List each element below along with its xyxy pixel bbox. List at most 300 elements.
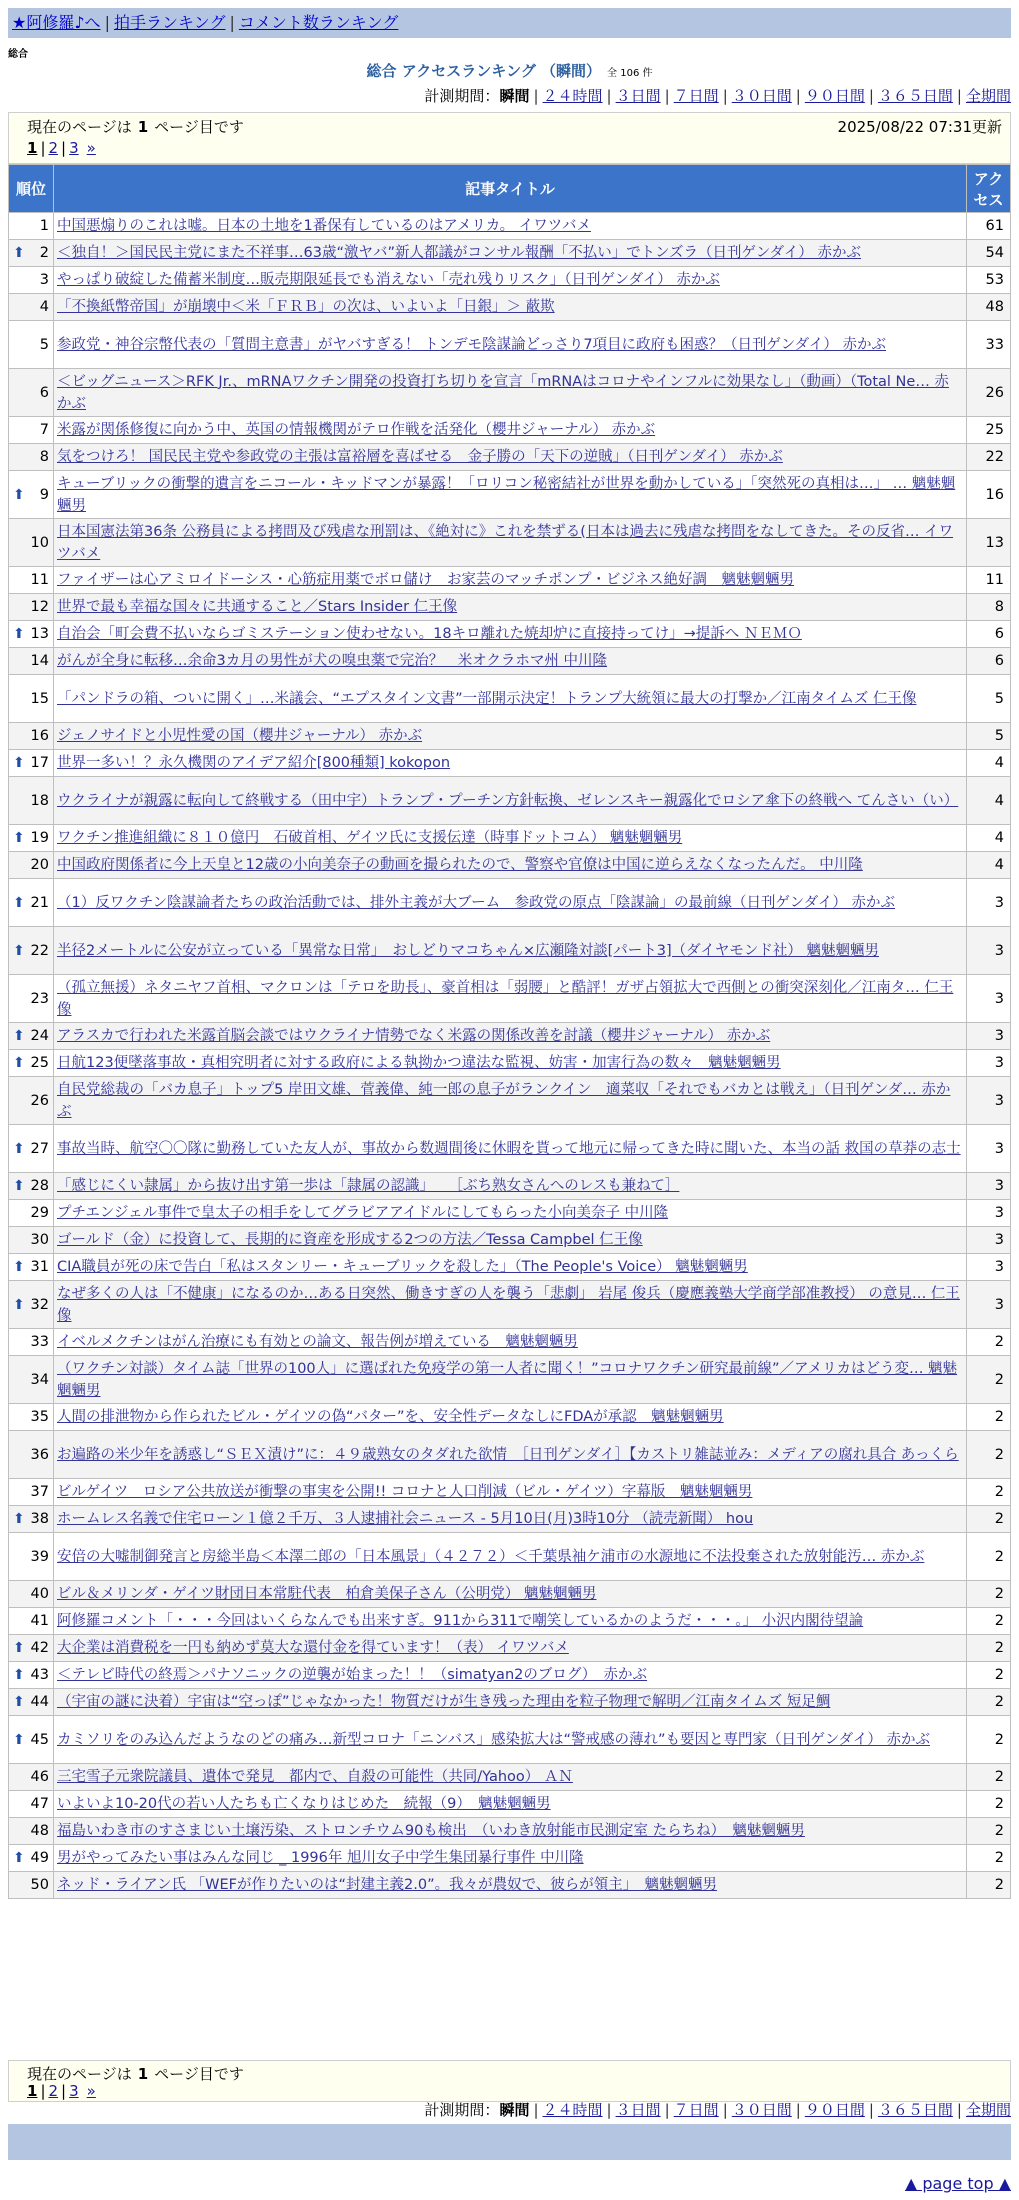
article-link[interactable]: （孤立無援）ネタニヤフ首相、マクロンは「テロを助長」、豪首相は「弱腰」と酷評！ガザ占領拡大で西側との衝突深刻化／江南タ… 仁王像 (57, 979, 954, 1018)
article-link[interactable]: ＜ビッグニュース＞RFK Jr.、mRNAワクチン開発の投資打ち切りを宣言「mRNAはコロナやインフルに効果なし」（動画）（Total Ne… 赤かぶ (57, 373, 949, 412)
rank-cell (9, 648, 54, 675)
rank-number: 37 (30, 1484, 49, 1500)
rank-number: 16 (30, 728, 49, 744)
rank-header: 順位 (9, 165, 54, 213)
article-link[interactable]: 米露が関係修復に向かう中、英国の情報機関がテロ作戦を活発化（櫻井ジャーナル） 赤かぶ (57, 422, 656, 438)
table-row (9, 825, 1011, 852)
access-count: 5 (967, 675, 1011, 723)
article-link[interactable]: がんが全身に転移…余命3カ月の男性が犬の嗅虫薬で完治？ 米オクラホマ州 中川隆 (57, 653, 608, 669)
title-cell (54, 1281, 967, 1329)
up-arrow-icon: ⬆ (13, 1511, 25, 1527)
period-top-option[interactable]: ２４時間 (542, 87, 603, 105)
article-link[interactable]: 阿修羅コメント「・・・今回はいくらなんでも出来すぎ。911から311で嘲笑しているかのようだ・・・。」 小沢内閣待望論 (57, 1613, 864, 1629)
rank-number: 26 (30, 1092, 49, 1109)
access-count: 2 (967, 1431, 1011, 1479)
access-count: 26 (967, 369, 1011, 417)
access-count: 2 (967, 1506, 1011, 1533)
title-cell (54, 648, 967, 675)
title-cell (54, 444, 967, 471)
table-row (9, 567, 1011, 594)
rank-cell (9, 879, 54, 927)
rank-cell (9, 594, 54, 621)
rank-number: 41 (30, 1613, 49, 1629)
article-link[interactable]: （ワクチン対談）タイム誌「世界の100人」に選ばれた免疫学の第一人者に聞く！”コロナワクチン研究最前線”／アメリカはどう変… 魑魅魍魎男 (57, 1360, 958, 1399)
page-top-link[interactable]: ▲ page top ▲ (904, 2174, 1011, 2193)
period-bottom-label: 計測期間： (424, 2101, 500, 2119)
title-cell (54, 1689, 967, 1716)
access-count: 2 (967, 1872, 1011, 1899)
article-link[interactable]: 福島いわき市のすさまじい土壌汚染、ストロンチウム90も検出 （いわき放射能市民測定室 たらちね） 魑魅魍魎男 (57, 1823, 805, 1839)
access-count: 2 (967, 1662, 1011, 1689)
pager-bottom-page-link[interactable]: 3 (69, 2082, 79, 2100)
table-row (9, 852, 1011, 879)
separator: | (956, 87, 962, 105)
table-row (9, 369, 1011, 417)
rank-cell (9, 1689, 54, 1716)
access-count: 6 (967, 648, 1011, 675)
table-row (9, 675, 1011, 723)
rank-cell (9, 471, 54, 519)
rank-number: 21 (30, 894, 49, 911)
article-link[interactable]: キューブリックの衝撃的遺言をニコール・キッドマンが暴露！「ロリコン秘密結社が世界を動かしている」「突然死の真相は…」 … 魑魅魍魎男 (57, 475, 956, 514)
article-link[interactable]: 世界一多い！？永久機関のアイデア紹介[800種類] kokopon (57, 755, 451, 771)
pager-top-page-link[interactable]: 3 (69, 139, 79, 157)
article-link[interactable]: （宇宙の謎に決着）宇宙は“空っぽ”じゃなかった！物質だけが生き残った理由を粒子物理で解明／江南タイムズ 短足鯛 (57, 1694, 831, 1710)
article-link[interactable]: イベルメクチンはがん治療にも有効との論文、報告例が増えている 魑魅魍魎男 (57, 1334, 578, 1350)
article-link[interactable]: 日本国憲法第36条 公務員による拷問及び残虐な刑罰は、《絶対に》これを禁ずる(日本は過去に残虐な拷問をなしてきた。その反省… イワツバメ (57, 523, 954, 562)
table-row (9, 1077, 1011, 1125)
table-row (9, 240, 1011, 267)
rank-number: 14 (30, 653, 49, 669)
rank-number: 30 (30, 1232, 49, 1248)
ranking-table (8, 164, 1011, 1899)
pager-top-page-link[interactable]: 2 (48, 139, 59, 157)
rank-cell (9, 1764, 54, 1791)
title-cell (54, 1716, 967, 1764)
period-bottom-option[interactable]: ３０日間 (731, 2101, 792, 2119)
up-arrow-icon: ⬆ (13, 245, 25, 261)
access-count: 2 (967, 1716, 1011, 1764)
table-row (9, 1818, 1011, 1845)
rank-cell (9, 1581, 54, 1608)
rank-number: 50 (30, 1877, 49, 1893)
table-row (9, 213, 1011, 240)
title-cell (54, 777, 967, 825)
access-count: 3 (967, 1125, 1011, 1173)
rank-number: 2 (39, 245, 49, 261)
table-row (9, 723, 1011, 750)
table-row (9, 1281, 1011, 1329)
table-row (9, 1716, 1011, 1764)
rank-number: 17 (30, 755, 49, 771)
rank-number: 1 (39, 218, 49, 234)
rank-cell (9, 213, 54, 240)
access-count: 33 (967, 321, 1011, 369)
home-link[interactable]: ★阿修羅♪へ (12, 13, 101, 32)
access-count: 3 (967, 1254, 1011, 1281)
table-row (9, 1023, 1011, 1050)
article-link[interactable]: 「感じにくい隷属」から抜け出す第一歩は「隷属の認識」 ［ぶち熟女さんへのレスも兼ねて］ (57, 1178, 680, 1194)
access-count: 53 (967, 267, 1011, 294)
article-link[interactable]: 中国悪煽りのこれは嘘。日本の土地を1番保有しているのはアメリカ。 イワツバメ (57, 218, 591, 234)
access-count: 3 (967, 1227, 1011, 1254)
title-cell (54, 1506, 967, 1533)
access-count: 3 (967, 1200, 1011, 1227)
separator: | (795, 2101, 801, 2119)
up-arrow-icon: ⬆ (13, 755, 25, 771)
article-link[interactable]: プチエンジェル事件で皇太子の相手をしてグラビアアイドルにしてもらった小向美奈子 中川隆 (57, 1205, 669, 1221)
article-link[interactable]: いよいよ10-20代の若い人たちも亡くなりはじめた 続報（9） 魑魅魍魎男 (57, 1796, 551, 1812)
title-cell (54, 852, 967, 879)
table-row (9, 621, 1011, 648)
rank-number: 46 (30, 1769, 49, 1785)
article-link[interactable]: 人間の排泄物から作られたビル・ゲイツの偽“バター”を、安全性データなしにFDAが承認 魑魅魍魎男 (57, 1409, 724, 1425)
article-link[interactable]: 自民党総裁の「バカ息子」トップ5 岸田文雄、菅義偉、純一郎の息子がランクイン 適菜収「それでもバカとは戦え」（日刊ゲンダ… 赤かぶ (57, 1081, 951, 1120)
period-bottom-current: 瞬間 (499, 2101, 530, 2119)
table-row (9, 1764, 1011, 1791)
rank-number: 18 (30, 792, 49, 809)
article-link[interactable]: ホームレス名義で住宅ローン１億２千万、３人逮捕社会ニュース - 5月10日(月)3時10分 （読売新聞） hou (57, 1511, 754, 1527)
title-cell (54, 294, 967, 321)
rank-cell (9, 369, 54, 417)
pager-top (8, 112, 1011, 164)
article-link[interactable]: 参政党・神谷宗幣代表の「質問主意書」がヤバすぎる！ トンデモ陰謀論どっさり7項目に政府も困惑？（日刊ゲンダイ） 赤かぶ (57, 336, 886, 353)
table-row (9, 594, 1011, 621)
access-count: 3 (967, 879, 1011, 927)
period-bottom-option[interactable]: ２４時間 (542, 2101, 603, 2119)
rank-cell (9, 1200, 54, 1227)
table-row (9, 1845, 1011, 1872)
access-count: 3 (967, 1281, 1011, 1329)
rank-cell (9, 1506, 54, 1533)
title-cell (54, 1077, 967, 1125)
rank-cell (9, 1872, 54, 1899)
rank-number: 33 (30, 1334, 49, 1350)
bottom-bar (8, 2124, 1011, 2160)
rank-number: 15 (30, 690, 49, 707)
access-count: 4 (967, 750, 1011, 777)
rank-number: 29 (30, 1205, 49, 1221)
rank-cell (9, 1608, 54, 1635)
rank-cell (9, 852, 54, 879)
period-top-option[interactable]: ３０日間 (731, 87, 792, 105)
access-count: 8 (967, 594, 1011, 621)
title-cell (54, 675, 967, 723)
rank-cell (9, 825, 54, 852)
article-link[interactable]: ＜独自！＞国民民主党にまた不祥事…63歳“激ヤバ”新人都議がコンサル報酬「不払い」でトンズラ（日刊ゲンダイ） 赤かぶ (57, 245, 861, 261)
updated-timestamp: 2025/08/22 07:31更新 (837, 118, 1002, 136)
ranking-table-body (9, 213, 1011, 1899)
rank-cell (9, 1791, 54, 1818)
separator: | (61, 139, 67, 157)
period-bottom-option[interactable]: ７日間 (673, 2101, 719, 2119)
clap-ranking-link[interactable]: 拍手ランキング (113, 13, 226, 32)
table-row (9, 975, 1011, 1023)
pager-top-text-after: ページ目です (154, 118, 244, 136)
title-cell (54, 975, 967, 1023)
rank-number: 25 (30, 1055, 49, 1071)
table-row (9, 1356, 1011, 1404)
article-link[interactable]: お遍路の米少年を誘惑し“ＳＥＸ漬け”に：４９歳熟女のタダれた欲情 ［日刊ゲンダイ］【カストリ雑誌並み：メディアの腐れ具合 あっくら (57, 1446, 959, 1463)
pager-top-page-link: 1 (27, 139, 38, 157)
up-arrow-icon: ⬆ (13, 1850, 25, 1866)
rank-cell (9, 1662, 54, 1689)
table-row (9, 1581, 1011, 1608)
separator: | (606, 87, 612, 105)
article-link[interactable]: CIA職員が死の床で告白「私はスタンリー・キューブリックを殺した」（The People's Voice） 魑魅魍魎男 (57, 1259, 748, 1275)
separator: | (40, 2082, 46, 2100)
access-count: 13 (967, 519, 1011, 567)
article-link[interactable]: 世界で最も幸福な国々に共通すること／Stars Insider 仁王像 (57, 599, 458, 615)
access-count: 2 (967, 1329, 1011, 1356)
rank-number: 20 (30, 857, 49, 873)
period-bottom-option[interactable]: 全期間 (965, 2101, 1011, 2119)
title-cell (54, 1635, 967, 1662)
article-link[interactable]: 日航123便墜落事故・真相究明者に対する政府による執拗かつ違法な監視、妨害・加害行為の数々 魑魅魍魎男 (57, 1055, 781, 1071)
access-count: 2 (967, 1818, 1011, 1845)
title-cell (54, 1329, 967, 1356)
rank-number: 39 (30, 1548, 49, 1565)
period-top-option[interactable]: ３６５日間 (877, 87, 953, 105)
table-row (9, 1050, 1011, 1077)
rank-cell (9, 1227, 54, 1254)
period-top-option[interactable]: ７日間 (673, 87, 719, 105)
total-count: 全 106 件 (607, 68, 653, 79)
rank-number: 36 (30, 1446, 49, 1463)
separator: | (722, 2101, 728, 2119)
rank-number: 34 (30, 1371, 49, 1388)
article-link[interactable]: ネッド・ライアン氏 「WEFが作りたいのは“封建主義2.0”。我々が農奴で、彼らが領主」 魑魅魍魎男 (57, 1877, 718, 1893)
article-link[interactable]: アラスカで行われた米露首脳会談ではウクライナ情勢でなく米露の関係改善を討議（櫻井ジャーナル） 赤かぶ (57, 1028, 771, 1044)
period-selector-bottom (424, 2100, 1011, 2120)
rank-number: 47 (30, 1796, 49, 1812)
access-count: 4 (967, 825, 1011, 852)
rank-number: 35 (30, 1409, 49, 1425)
article-link[interactable]: （1）反ワクチン陰謀論者たちの政治活動では、排外主義が大ブーム 参政党の原点「陰謀論」の最前線（日刊ゲンダイ） 赤かぶ (57, 894, 896, 911)
article-link[interactable]: なぜ多くの人は「不健康」になるのか…ある日突然、働きすぎの人を襲う「悲劇」 岩尾 俊兵（慶應義塾大学商学部准教授） の意見… 仁王像 (57, 1285, 960, 1324)
table-row (9, 777, 1011, 825)
pager-bottom-text-before: 現在のページは (27, 2065, 132, 2083)
access-count: 4 (967, 852, 1011, 879)
rank-cell (9, 1023, 54, 1050)
rank-number: 8 (39, 449, 49, 465)
access-count: 2 (967, 1533, 1011, 1581)
pager-bottom-status (27, 2063, 244, 2084)
up-arrow-icon: ⬆ (13, 1694, 25, 1710)
table-row (9, 750, 1011, 777)
pager-bottom-page-link[interactable]: 2 (48, 2082, 59, 2100)
table-row (9, 879, 1011, 927)
table-row (9, 1662, 1011, 1689)
rank-cell (9, 1431, 54, 1479)
title-cell (54, 1227, 967, 1254)
separator: | (533, 2101, 539, 2119)
page-top (905, 2174, 1011, 2193)
title-cell (54, 825, 967, 852)
rank-cell (9, 975, 54, 1023)
rank-number: 43 (30, 1667, 49, 1683)
article-link[interactable]: 三宅雪子元衆院議員、遺体で発見 都内で、自殺の可能性（共同/Yahoo） ＡＮ (57, 1769, 573, 1785)
rank-cell (9, 777, 54, 825)
rank-number: 23 (30, 990, 49, 1007)
pager-bottom-page-link: 1 (27, 2082, 38, 2100)
table-row (9, 1431, 1011, 1479)
article-link[interactable]: ウクライナが親露に転向して終戦する（田中宇）トランプ・プーチン方針転換、ゼレンスキー親露化でロシア傘下の終戦へ てんさい（い） (57, 792, 959, 809)
title-cell (54, 1479, 967, 1506)
title-cell (54, 1254, 967, 1281)
article-link[interactable]: 自治会「町会費不払いならゴミステーション使わせない。18キロ離れた焼却炉に直接持ってけ」→提訴へ ＮＥＭＯ (57, 626, 802, 642)
rank-number: 19 (30, 830, 49, 846)
rank-cell (9, 1533, 54, 1581)
comment-ranking-link[interactable]: コメント数ランキング (238, 13, 399, 32)
title-cell (54, 1764, 967, 1791)
access-count: 5 (967, 723, 1011, 750)
article-link[interactable]: 中国政府関係者に今上天皇と12歳の小向美奈子の動画を撮られたので、警察や官僚は中国に逆らえなくなったんだ。 中川隆 (57, 857, 863, 873)
access-count: 2 (967, 1479, 1011, 1506)
title-cell (54, 1608, 967, 1635)
rank-cell (9, 240, 54, 267)
rank-number: 40 (30, 1586, 49, 1602)
title-cell (54, 723, 967, 750)
access-count: 3 (967, 1173, 1011, 1200)
period-bottom-option[interactable]: ９０日間 (804, 2101, 865, 2119)
title-header: 記事タイトル (54, 165, 967, 213)
article-link[interactable]: ビル＆メリンダ・ゲイツ財団日本常駐代表 柏倉美保子さん（公明党） 魑魅魍魎男 (57, 1586, 597, 1602)
access-count: 48 (967, 294, 1011, 321)
rank-cell (9, 1281, 54, 1329)
up-arrow-icon: ⬆ (13, 486, 25, 503)
separator: | (722, 87, 728, 105)
title-cell (54, 750, 967, 777)
access-count: 6 (967, 621, 1011, 648)
rank-number: 10 (30, 534, 49, 551)
rank-cell (9, 1173, 54, 1200)
rank-cell (9, 1254, 54, 1281)
up-arrow-icon: ⬆ (13, 626, 25, 642)
title-cell (54, 1845, 967, 1872)
rank-number: 7 (39, 422, 49, 438)
article-link[interactable]: ゴールド（金）に投資して、長期的に資産を形成する2つの方法／Tessa Campbel 仁王像 (57, 1232, 643, 1248)
table-row (9, 1329, 1011, 1356)
rank-cell (9, 1479, 54, 1506)
pager-bottom (8, 2060, 1011, 2102)
rank-cell (9, 1356, 54, 1404)
rank-number: 28 (30, 1178, 49, 1194)
up-arrow-icon: ⬆ (13, 830, 25, 846)
table-row (9, 1689, 1011, 1716)
rank-cell (9, 1716, 54, 1764)
title-cell (54, 1125, 967, 1173)
title-cell (54, 1173, 967, 1200)
table-row (9, 1254, 1011, 1281)
title-cell (54, 519, 967, 567)
period-bottom-option[interactable]: ３６５日間 (877, 2101, 953, 2119)
article-link[interactable]: ビルゲイツ ロシア公共放送が衝撃の事実を公開!! コロナと人口削減（ビル・ゲイツ）字幕版 魑魅魍魎男 (57, 1484, 753, 1500)
article-link[interactable]: 事故当時、航空〇〇隊に勤務していた友人が、事故から数週間後に休暇を貰って地元に帰ってきた時に聞いた、本当の話 救国の草莽の志士 (57, 1140, 961, 1157)
separator: | (40, 139, 46, 157)
table-row (9, 444, 1011, 471)
title-cell (54, 567, 967, 594)
access-count: 22 (967, 444, 1011, 471)
article-link[interactable]: 「パンドラの箱、ついに開く」…米議会、“エプスタイン文書”一部開示決定！トランプ大統領に最大の打撃か／江南タイムズ 仁王像 (57, 690, 917, 707)
article-link[interactable]: 安倍の大嘘制御発言と房総半島＜本澤二郎の「日本風景」（４２７２）＜千葉県袖ケ浦市の水源地に不法投棄された放射能汚… 赤かぶ (57, 1548, 925, 1565)
up-arrow-icon: ⬆ (13, 1667, 25, 1683)
table-row (9, 1173, 1011, 1200)
rank-number: 12 (30, 599, 49, 615)
separator: | (868, 87, 874, 105)
period-top-option[interactable]: ３日間 (615, 87, 661, 105)
title-cell (54, 1431, 967, 1479)
page-title-text: 総合 アクセスランキング （瞬間） (366, 62, 602, 80)
pager-top-current-number: 1 (137, 118, 149, 136)
table-row (9, 1200, 1011, 1227)
table-row (9, 294, 1011, 321)
title-cell (54, 1023, 967, 1050)
article-link[interactable]: 男がやってみたい事はみんな同じ _ 1996年 旭川女子中学生集団暴行事件 中川隆 (57, 1850, 584, 1866)
rank-number: 4 (39, 299, 49, 315)
article-link[interactable]: 大企業は消費税を一円も納めず莫大な還付金を得ています！（表） イワツバメ (57, 1640, 569, 1656)
access-count: 16 (967, 471, 1011, 519)
table-row (9, 1635, 1011, 1662)
table-row (9, 648, 1011, 675)
rank-cell (9, 267, 54, 294)
article-link[interactable]: 「不換紙幣帝国」が崩壊中＜米「ＦＲＢ」の次は、いよいよ「日銀」＞ 蔽欺 (57, 299, 555, 315)
title-cell (54, 267, 967, 294)
rank-cell (9, 1125, 54, 1173)
title-cell (54, 1581, 967, 1608)
rank-number: 38 (30, 1511, 49, 1527)
table-row (9, 471, 1011, 519)
article-link[interactable]: ファイザーは心アミロイドーシス・心筋症用薬でボロ儲け お家芸のマッチポンプ・ビジネス絶好調 魑魅魍魎男 (57, 572, 795, 588)
title-cell (54, 369, 967, 417)
access-count: 2 (967, 1764, 1011, 1791)
access-count: 2 (967, 1581, 1011, 1608)
period-bottom-option[interactable]: ３日間 (615, 2101, 661, 2119)
period-top-option[interactable]: ９０日間 (804, 87, 865, 105)
article-link[interactable]: ＜テレビ時代の終焉＞パナソニックの逆襲が始まった！！（simatyan2のブログ） 赤かぶ (57, 1667, 648, 1683)
article-link[interactable]: 半径2メートルに公安が立っている「異常な日常」 おしどりマコちゃん×広瀬隆対談[パート3]（ダイヤモンド社） 魑魅魍魎男 (57, 942, 879, 959)
table-row (9, 267, 1011, 294)
access-count: 11 (967, 567, 1011, 594)
rank-number: 11 (30, 572, 49, 588)
page-title (0, 60, 1019, 81)
period-top-option[interactable]: 全期間 (965, 87, 1011, 105)
pager-top-next-link[interactable]: » (86, 139, 96, 157)
pager-bottom-next-link[interactable]: » (86, 2082, 96, 2100)
article-link[interactable]: 気をつけろ！ 国民民主党や参政党の主張は富裕層を喜ばせる 金子勝の「天下の逆賊」（日刊ゲンダイ） 赤かぶ (57, 449, 783, 465)
table-row (9, 1227, 1011, 1254)
article-link[interactable]: カミソリをのみ込んだようなのどの痛み…新型コロナ「ニンバス」感染拡大は“警戒感の薄れ”も要因と専門家（日刊ゲンダイ） 赤かぶ (57, 1731, 930, 1748)
table-row (9, 1479, 1011, 1506)
rank-cell (9, 294, 54, 321)
access-count: 2 (967, 1791, 1011, 1818)
separator: | (795, 87, 801, 105)
table-row (9, 1506, 1011, 1533)
rank-number: 6 (39, 384, 49, 401)
article-link[interactable]: ジェノサイドと小児性愛の国（櫻井ジャーナル） 赤かぶ (57, 728, 423, 744)
up-arrow-icon: ⬆ (13, 1259, 25, 1275)
rank-cell (9, 321, 54, 369)
article-link[interactable]: やっぱり破綻した備蓄米制度…販売期限延長でも消えない「売れ残りリスク」（日刊ゲンダイ） 赤かぶ (57, 272, 720, 288)
up-arrow-icon: ⬆ (13, 1178, 25, 1194)
table-row (9, 1404, 1011, 1431)
title-cell (54, 1872, 967, 1899)
article-link[interactable]: ワクチン推進組織に８１０億円 石破首相、ゲイツ氏に支援伝達（時事ドットコム） 魑魅魍魎男 (57, 830, 683, 846)
separator: | (664, 2101, 670, 2119)
period-selector-top (424, 86, 1011, 106)
title-cell (54, 1791, 967, 1818)
table-header-row (9, 165, 1011, 213)
